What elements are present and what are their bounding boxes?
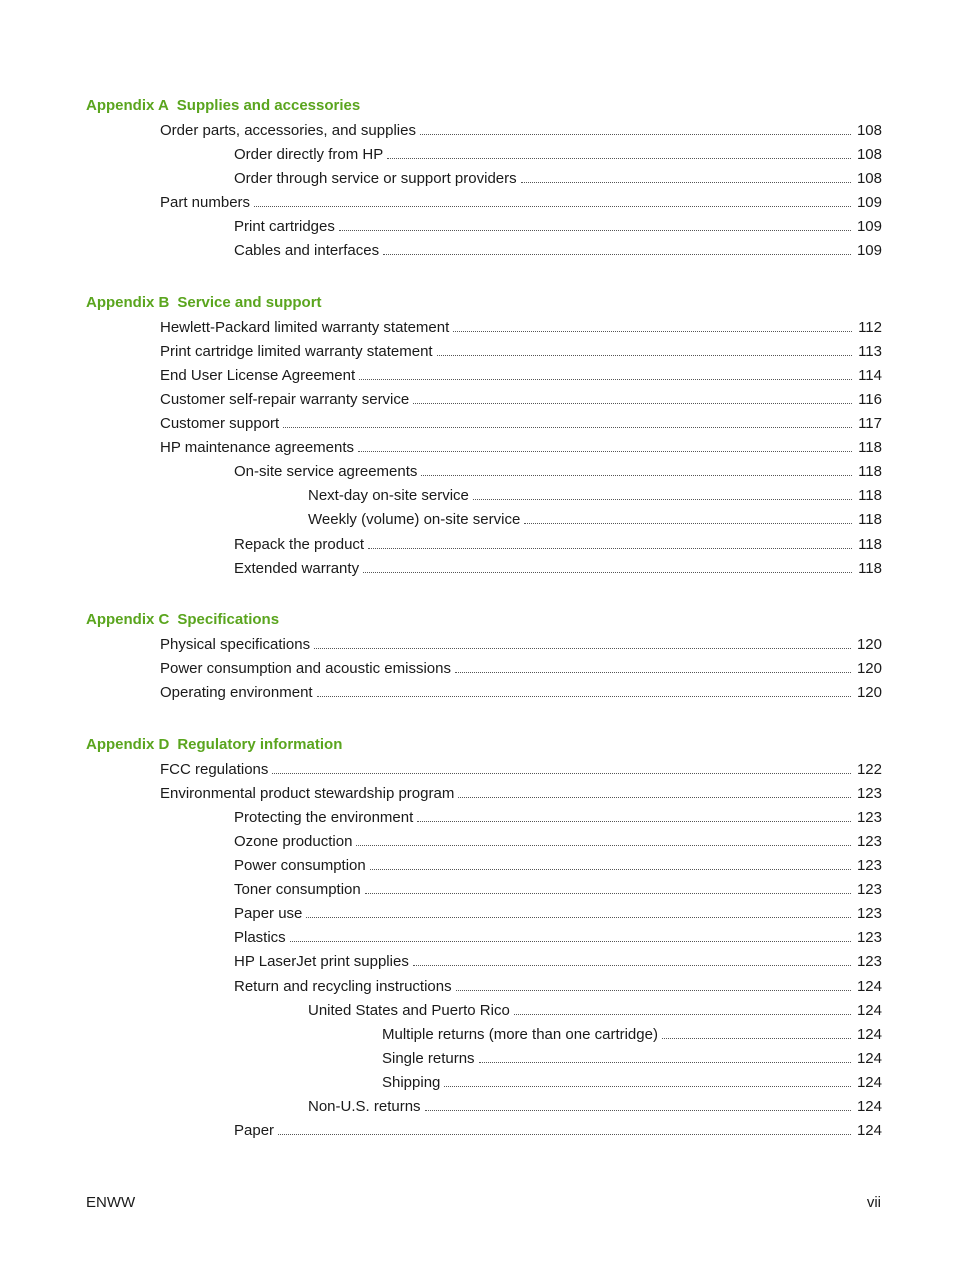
footer-label: ENWW: [86, 1194, 136, 1211]
dot-leader: [359, 365, 852, 380]
toc-entry-page: 109: [856, 242, 882, 260]
toc-entry-page: 108: [856, 146, 882, 164]
dot-leader: [420, 120, 851, 135]
toc-entry-page: 116: [858, 391, 882, 409]
dot-leader: [453, 317, 852, 332]
dot-leader: [413, 389, 852, 404]
toc-entry-page: 114: [858, 367, 882, 385]
toc-entry-page: 124: [856, 1097, 882, 1115]
appendix-label: Appendix D: [86, 736, 170, 753]
toc-entry-title: Order directly from HP: [234, 146, 384, 164]
toc-entry[interactable]: [160, 413, 882, 435]
toc-entry-page: 113: [858, 343, 882, 361]
toc-entry-page: 123: [856, 833, 882, 851]
dot-leader: [417, 807, 851, 822]
toc-entry-title: FCC regulations: [160, 761, 269, 778]
toc-entry[interactable]: [382, 1048, 882, 1070]
toc-entry[interactable]: [160, 658, 882, 680]
toc-entry-page: 124: [856, 1001, 882, 1019]
dot-leader: [437, 341, 852, 356]
toc-entry-page: 120: [856, 684, 882, 702]
toc-entry-title: Physical specifications: [160, 636, 311, 653]
appendix-title: Regulatory information: [177, 736, 343, 753]
toc-entry-title: Paper: [234, 1121, 275, 1139]
toc-entry-page: 124: [856, 1073, 882, 1091]
toc-entry-title: Part numbers: [160, 194, 251, 212]
toc-entry[interactable]: [160, 120, 882, 142]
section-heading[interactable]: [86, 610, 279, 630]
section-heading[interactable]: [86, 96, 360, 116]
toc-entry-title: Power consumption: [234, 857, 366, 875]
toc-entry-title: Extended warranty: [234, 559, 360, 577]
toc-entry[interactable]: [234, 240, 882, 262]
dot-leader: [317, 682, 851, 697]
toc-entry-title: Cables and interfaces: [234, 242, 380, 260]
appendix-label: Appendix A: [86, 97, 169, 114]
toc-entry-title: End User License Agreement: [160, 367, 356, 385]
toc-entry-page: 123: [856, 857, 882, 875]
dot-leader: [421, 461, 852, 476]
toc-entry[interactable]: [234, 807, 882, 829]
dot-leader: [387, 144, 851, 159]
toc-entry[interactable]: [160, 389, 882, 411]
dot-leader: [458, 783, 851, 798]
toc-entry-page: 122: [856, 761, 882, 778]
toc-entry[interactable]: [234, 879, 882, 901]
toc-entry[interactable]: [234, 168, 882, 190]
dot-leader: [358, 437, 852, 452]
toc-entry[interactable]: [308, 509, 882, 531]
toc-entry-title: Power consumption and acoustic emissions: [160, 660, 451, 677]
appendix-title: Service and support: [177, 294, 322, 311]
toc-entry[interactable]: [234, 855, 882, 877]
dot-leader: [456, 976, 851, 991]
toc-entry-title: Paper use: [234, 905, 303, 923]
appendix-title: Supplies and accessories: [176, 97, 361, 114]
toc-entry-title: Print cartridges: [234, 218, 335, 236]
toc-entry-title: Print cartridge limited warranty statement: [160, 343, 433, 361]
dot-leader: [370, 855, 851, 870]
toc-entry[interactable]: [234, 903, 882, 925]
toc-entry[interactable]: [234, 927, 882, 949]
dot-leader: [413, 951, 851, 966]
dot-leader: [521, 168, 851, 183]
toc-entry[interactable]: [308, 485, 882, 507]
toc-entry-page: 112: [858, 319, 882, 336]
dot-leader: [272, 759, 851, 774]
toc-entry-page: 124: [856, 977, 882, 995]
toc-entry[interactable]: [382, 1024, 882, 1046]
toc-entry-page: 118: [858, 535, 882, 553]
toc-entry-page: 108: [856, 122, 882, 139]
toc-entry-title: Customer support: [160, 415, 280, 433]
toc-entry-page: 118: [858, 559, 882, 577]
toc-entry-title: Order parts, accessories, and supplies: [160, 122, 416, 139]
appendix-label: Appendix C: [86, 611, 170, 628]
toc-entry-title: Next-day on-site service: [308, 487, 469, 505]
toc-entry-page: 123: [856, 905, 882, 923]
toc-entry-page: 117: [858, 415, 882, 433]
toc-entry[interactable]: [234, 144, 882, 166]
toc-entry-title: Operating environment: [160, 684, 313, 702]
toc-entry[interactable]: [308, 1096, 882, 1118]
dot-leader: [365, 879, 851, 894]
dot-leader: [283, 413, 852, 428]
toc-entry-page: 123: [856, 929, 882, 947]
toc-entry[interactable]: [234, 1120, 882, 1142]
toc-entry[interactable]: [160, 365, 882, 387]
toc-entry[interactable]: [160, 317, 882, 339]
toc-entry[interactable]: [234, 951, 882, 973]
dot-leader: [444, 1072, 851, 1087]
toc-entry-title: Environmental product stewardship program: [160, 785, 455, 802]
dot-leader: [290, 927, 851, 942]
toc-entry-title: Toner consumption: [234, 881, 361, 899]
toc-entry-page: 123: [856, 953, 882, 971]
toc-entry-title: HP LaserJet print supplies: [234, 953, 409, 971]
toc-entry-page: 123: [856, 881, 882, 899]
dot-leader: [662, 1024, 851, 1039]
toc-entry-title: Single returns: [382, 1049, 475, 1067]
dot-leader: [363, 558, 852, 573]
dot-leader: [455, 658, 851, 673]
toc-entry-page: 109: [856, 194, 882, 212]
toc-entry-title: Ozone production: [234, 833, 353, 851]
dot-leader: [306, 903, 851, 918]
dot-leader: [368, 534, 852, 549]
page-number: vii: [866, 1194, 881, 1211]
toc-entry-page: 120: [856, 636, 882, 653]
toc-entry[interactable]: [308, 1000, 882, 1022]
toc-entry-title: Hewlett-Packard limited warranty statement: [160, 319, 450, 336]
toc-entry[interactable]: [160, 783, 882, 805]
dot-leader: [339, 216, 851, 231]
toc-entry-page: 123: [856, 785, 882, 802]
toc-entry[interactable]: [160, 682, 882, 704]
toc-entry-page: 124: [856, 1121, 882, 1139]
toc-entry-title: United States and Puerto Rico: [308, 1001, 510, 1019]
toc-entry-page: 118: [858, 511, 882, 529]
toc-entry-page: 123: [856, 809, 882, 827]
section-heading[interactable]: [86, 735, 342, 755]
toc-entry-page: 118: [858, 463, 882, 481]
toc-entry-title: Return and recycling instructions: [234, 977, 452, 995]
dot-leader: [479, 1048, 851, 1063]
dot-leader: [514, 1000, 851, 1015]
toc-entry[interactable]: [160, 437, 882, 459]
toc-entry-title: Shipping: [382, 1073, 441, 1091]
toc-entry[interactable]: [160, 634, 882, 656]
toc-entry-page: 109: [856, 218, 882, 236]
toc-entry-page: 108: [856, 170, 882, 188]
toc-entry-page: 118: [858, 439, 882, 457]
appendix-title: Specifications: [177, 611, 280, 628]
toc-entry-page: 124: [856, 1025, 882, 1043]
toc-entry[interactable]: [234, 976, 882, 998]
appendix-label: Appendix B: [86, 294, 170, 311]
toc-entry[interactable]: [234, 461, 882, 483]
dot-leader: [254, 192, 851, 207]
toc-entry-page: 124: [856, 1049, 882, 1067]
toc-entry-page: 118: [858, 487, 882, 505]
dot-leader: [425, 1096, 851, 1111]
dot-leader: [314, 634, 851, 649]
dot-leader: [473, 485, 852, 500]
toc-entry[interactable]: [160, 192, 882, 214]
toc-entry-title: Non-U.S. returns: [308, 1097, 421, 1115]
toc-entry-title: Weekly (volume) on-site service: [308, 511, 521, 529]
toc-entry-title: Customer self-repair warranty service: [160, 391, 410, 409]
toc-entry-title: Plastics: [234, 929, 286, 947]
toc-entry[interactable]: [160, 759, 882, 781]
toc-entry[interactable]: [160, 341, 882, 363]
dot-leader: [356, 831, 851, 846]
toc-entry-title: HP maintenance agreements: [160, 439, 355, 457]
toc-entry-title: Order through service or support providers: [234, 170, 517, 188]
section-heading[interactable]: [86, 293, 322, 313]
dot-leader: [278, 1120, 851, 1135]
toc-entry[interactable]: [234, 558, 882, 580]
toc-entry-title: On-site service agreements: [234, 463, 418, 481]
toc-entry[interactable]: [234, 216, 882, 238]
toc-entry[interactable]: [234, 831, 882, 853]
dot-leader: [383, 240, 851, 255]
toc-entry[interactable]: [234, 534, 882, 556]
toc-entry-title: Repack the product: [234, 535, 365, 553]
dot-leader: [524, 509, 852, 524]
toc-entry-title: Multiple returns (more than one cartridge): [382, 1025, 658, 1043]
toc-entry-title: Protecting the environment: [234, 809, 414, 827]
toc-entry[interactable]: [382, 1072, 882, 1094]
toc-entry-page: 120: [856, 660, 882, 677]
